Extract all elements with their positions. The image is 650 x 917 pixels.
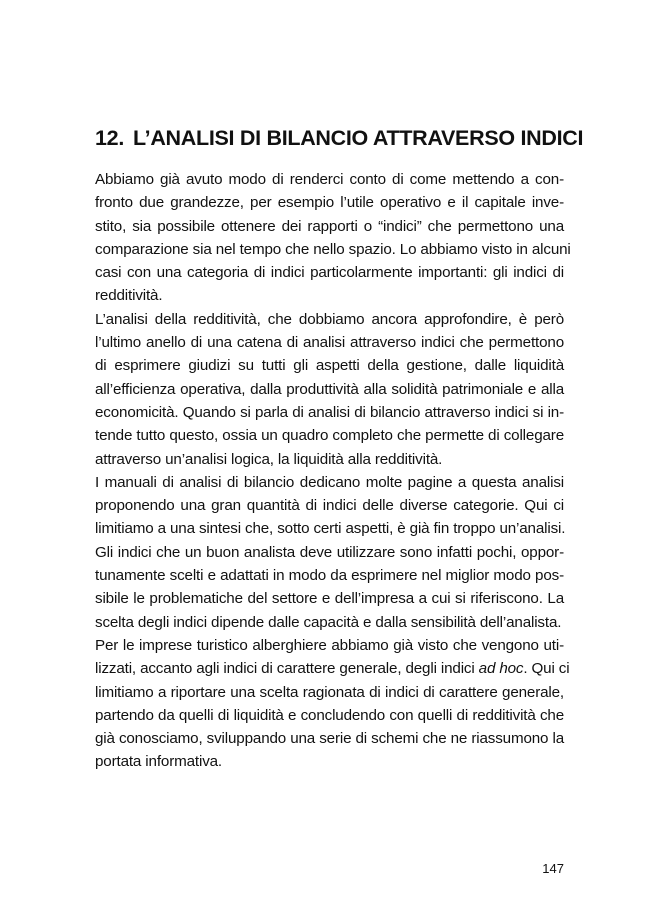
page-number: 147 bbox=[542, 861, 564, 876]
text-line: stito, sia possibile ottenere dei rapporti o “indici” che permettono una bbox=[95, 217, 564, 235]
body-text bbox=[95, 168, 571, 774]
text-line: all’efficienza operativa, dalla produttività alla solidità patrimoniale e alla bbox=[95, 380, 564, 398]
chapter-title-text: L’ANALISI DI BILANCIO ATTRAVERSO INDICI bbox=[133, 126, 584, 150]
text-line: di esprimere giudizi su tutti gli aspetti della gestione, dalle liquidità bbox=[95, 357, 564, 375]
text-line: limitiamo a riportare una scelta ragionata di indici di carattere generale, bbox=[95, 683, 564, 701]
text-line: economicità. Quando si parla di analisi di bilancio attraverso indici si in- bbox=[95, 403, 564, 421]
text-line: Abbiamo già avuto modo di renderci conto di come mettendo a con- bbox=[95, 171, 564, 188]
text-line: proponendo una gran quantità di indici delle diverse categorie. Qui ci bbox=[95, 497, 564, 515]
text-line: I manuali di analisi di bilancio dedicano molte pagine a questa analisi bbox=[95, 473, 564, 491]
text-line: limitiamo a una sintesi che, sotto certi aspetti, è già fin troppo un’analisi. bbox=[95, 520, 566, 538]
text-line: comparazione sia nel tempo che nello spazio. Lo abbiamo visto in alcuni bbox=[95, 240, 571, 258]
text-line: tende tutto questo, ossia un quadro completo che permette di collegare bbox=[95, 427, 564, 445]
text-line: scelta degli indici dipende dalle capacità e dalla sensibilità dell’analista. bbox=[95, 613, 562, 631]
text-line: tunamente scelti e adattati in modo da esprimere nel miglior modo pos- bbox=[95, 567, 564, 585]
text-line: sibile le problematiche del settore e dell’impresa a cui si riferiscono. La bbox=[95, 590, 564, 608]
chapter-number: 12. bbox=[95, 126, 124, 150]
text-line: già conosciamo, sviluppando una serie di schemi che ne riassumono la bbox=[95, 730, 564, 748]
text-line: lizzati, accanto agli indici di carattere generale, degli indici ad hoc. Qui ci bbox=[95, 660, 570, 678]
text-line: Per le imprese turistico alberghiere abbiamo già visto che vengono uti- bbox=[95, 636, 564, 654]
text-line: l’ultimo anello di una catena di analisi attraverso indici che permettono bbox=[95, 334, 564, 352]
text-line: portata informativa. bbox=[95, 753, 222, 771]
italic-term: ad hoc bbox=[478, 660, 524, 678]
text-line: Gli indici che un buon analista deve utilizzare sono infatti pochi, oppor- bbox=[95, 543, 564, 561]
text-line: redditività. bbox=[95, 287, 163, 305]
text-line: fronto due grandezze, per esempio l’utile operativo e il capitale inve- bbox=[95, 194, 564, 212]
text-line: attraverso un’analisi logica, la liquidità alla redditività. bbox=[95, 450, 443, 468]
text-line: casi con una categoria di indici particolarmente importanti: gli indici di bbox=[95, 264, 564, 282]
chapter-title bbox=[95, 124, 584, 152]
text-line: L’analisi della redditività, che dobbiamo ancora approfondire, è però bbox=[95, 310, 564, 328]
text-line: partendo da quelli di liquidità e concludendo con quelli di redditività che bbox=[95, 706, 564, 724]
